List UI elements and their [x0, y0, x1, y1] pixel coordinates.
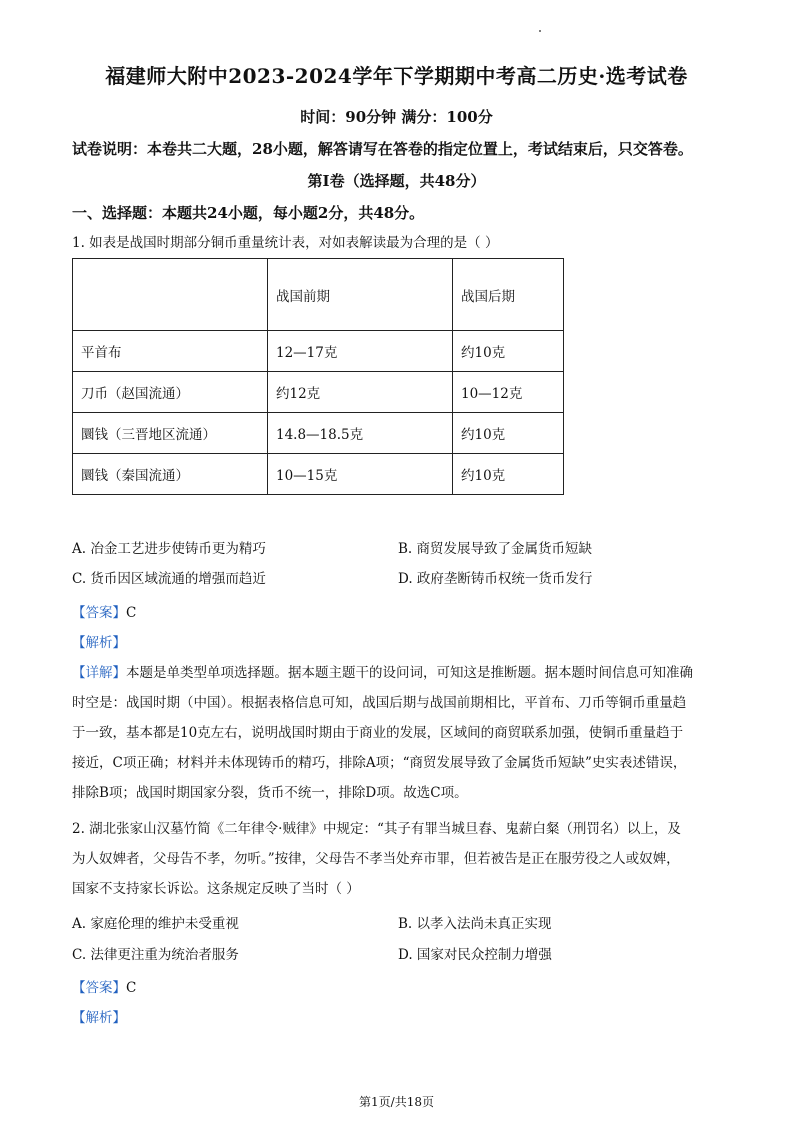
table-cell: 约10克: [453, 413, 564, 454]
table-header-cell: [73, 259, 268, 331]
answer-tag: 【答案】: [72, 605, 126, 621]
q2-answer: [72, 976, 136, 996]
q1-option-d: D. 政府垄断铸币权统一货币发行: [398, 571, 593, 587]
table-cell: 12—17克: [268, 331, 453, 372]
section-title: 一、选择题：本题共24小题，每小题2分，共48分。: [72, 204, 425, 222]
table-cell: 刀币（赵国流通）: [73, 372, 268, 413]
table-row: [73, 331, 564, 372]
scan-dot: [539, 30, 541, 32]
q1-option-a: A. 冶金工艺进步使铸币更为精巧: [72, 541, 266, 557]
q1-detail: [72, 658, 722, 808]
question-2-stem: [72, 814, 732, 904]
detail-text: 本题是单类型单项选择题。据本题主题干的设问词，可知这是推断题。据本题时间信息可知准确: [126, 665, 693, 681]
q1-option-b: B. 商贸发展导致了金属货币短缺: [398, 541, 593, 557]
table-header-cell: 战国后期: [453, 259, 564, 331]
page-title: 福建师大附中2023-2024学年下学期期中考高二历史·选考试卷: [105, 64, 688, 88]
table-cell: 圜钱（三晋地区流通）: [73, 413, 268, 454]
q1-option-c: C. 货币因区域流通的增强而趋近: [72, 571, 266, 587]
q1-analysis-heading: [72, 631, 126, 651]
table-cell: 约12克: [268, 372, 453, 413]
detail-line: 接近，C项正确；材料并未体现铸币的精巧，排除A项；“商贸发展导致了金属货币短缺”史实表述错误，: [72, 755, 687, 771]
part-title: 第Ⅰ卷（选择题，共48分）: [307, 172, 486, 190]
stem-line: 国家不支持家长诉讼。这条规定反映了当时（ ）: [72, 881, 360, 897]
table-row: [73, 413, 564, 454]
stem-line: 2. 湖北张家山汉墓竹简《二年律令·贼律》中规定：“其子有罪当城旦舂、鬼薪白粲（刑罚名）以上，及: [72, 821, 681, 837]
table-cell: 约10克: [453, 331, 564, 372]
coin-weight-table: [72, 258, 564, 495]
q2-analysis-heading: [72, 1006, 126, 1026]
table-row: [73, 454, 564, 495]
table-header-cell: 战国前期: [268, 259, 453, 331]
table-cell: 圜钱（秦国流通）: [73, 454, 268, 495]
analysis-tag: 【解析】: [72, 1010, 126, 1026]
detail-tag: 【详解】: [72, 665, 126, 681]
table-header-row: [73, 259, 564, 331]
detail-line: 排除B项；战国时期国家分裂，货币不统一，排除D项。故选C项。: [72, 785, 468, 801]
stem-line: 为人奴婢者，父母告不孝，勿听。”按律，父母告不孝当处弃市罪，但若被告是正在服劳役之人或奴婢，: [72, 851, 680, 867]
table-cell: 约10克: [453, 454, 564, 495]
q2-option-a: A. 家庭伦理的维护未受重视: [72, 916, 239, 932]
detail-line: [72, 658, 722, 688]
page-number: 第1页/共18页: [359, 1095, 434, 1109]
table-cell: 10—12克: [453, 372, 564, 413]
table-cell: 平首布: [73, 331, 268, 372]
q2-option-b: B. 以孝入法尚未真正实现: [398, 916, 552, 932]
detail-line: 于一致，基本都是10克左右，说明战国时期由于商业的发展，区域间的商贸联系加强，使铜币重量趋于: [72, 725, 684, 741]
exam-instructions: 试卷说明：本卷共二大题，28小题，解答请写在答卷的指定位置上，考试结束后，只交答卷。: [72, 140, 693, 158]
exam-time-info: 时间：90分钟 满分：100分: [300, 108, 493, 126]
table-cell: 14.8—18.5克: [268, 413, 453, 454]
table-row: [73, 372, 564, 413]
question-1-stem: 1. 如表是战国时期部分铜币重量统计表，对如表解读最为合理的是（ ）: [72, 235, 499, 251]
table-cell: 10—15克: [268, 454, 453, 495]
answer-value: C: [126, 605, 137, 621]
q2-option-c: C. 法律更注重为统治者服务: [72, 947, 239, 963]
detail-line: 时空是：战国时期（中国）。根据表格信息可知，战国后期与战国前期相比，平首布、刀币等铜币重量趋: [72, 695, 687, 711]
answer-value: C: [126, 980, 137, 996]
q2-option-d: D. 国家对民众控制力增强: [398, 947, 552, 963]
q1-answer: [72, 601, 136, 621]
answer-tag: 【答案】: [72, 980, 126, 996]
analysis-tag: 【解析】: [72, 635, 126, 651]
